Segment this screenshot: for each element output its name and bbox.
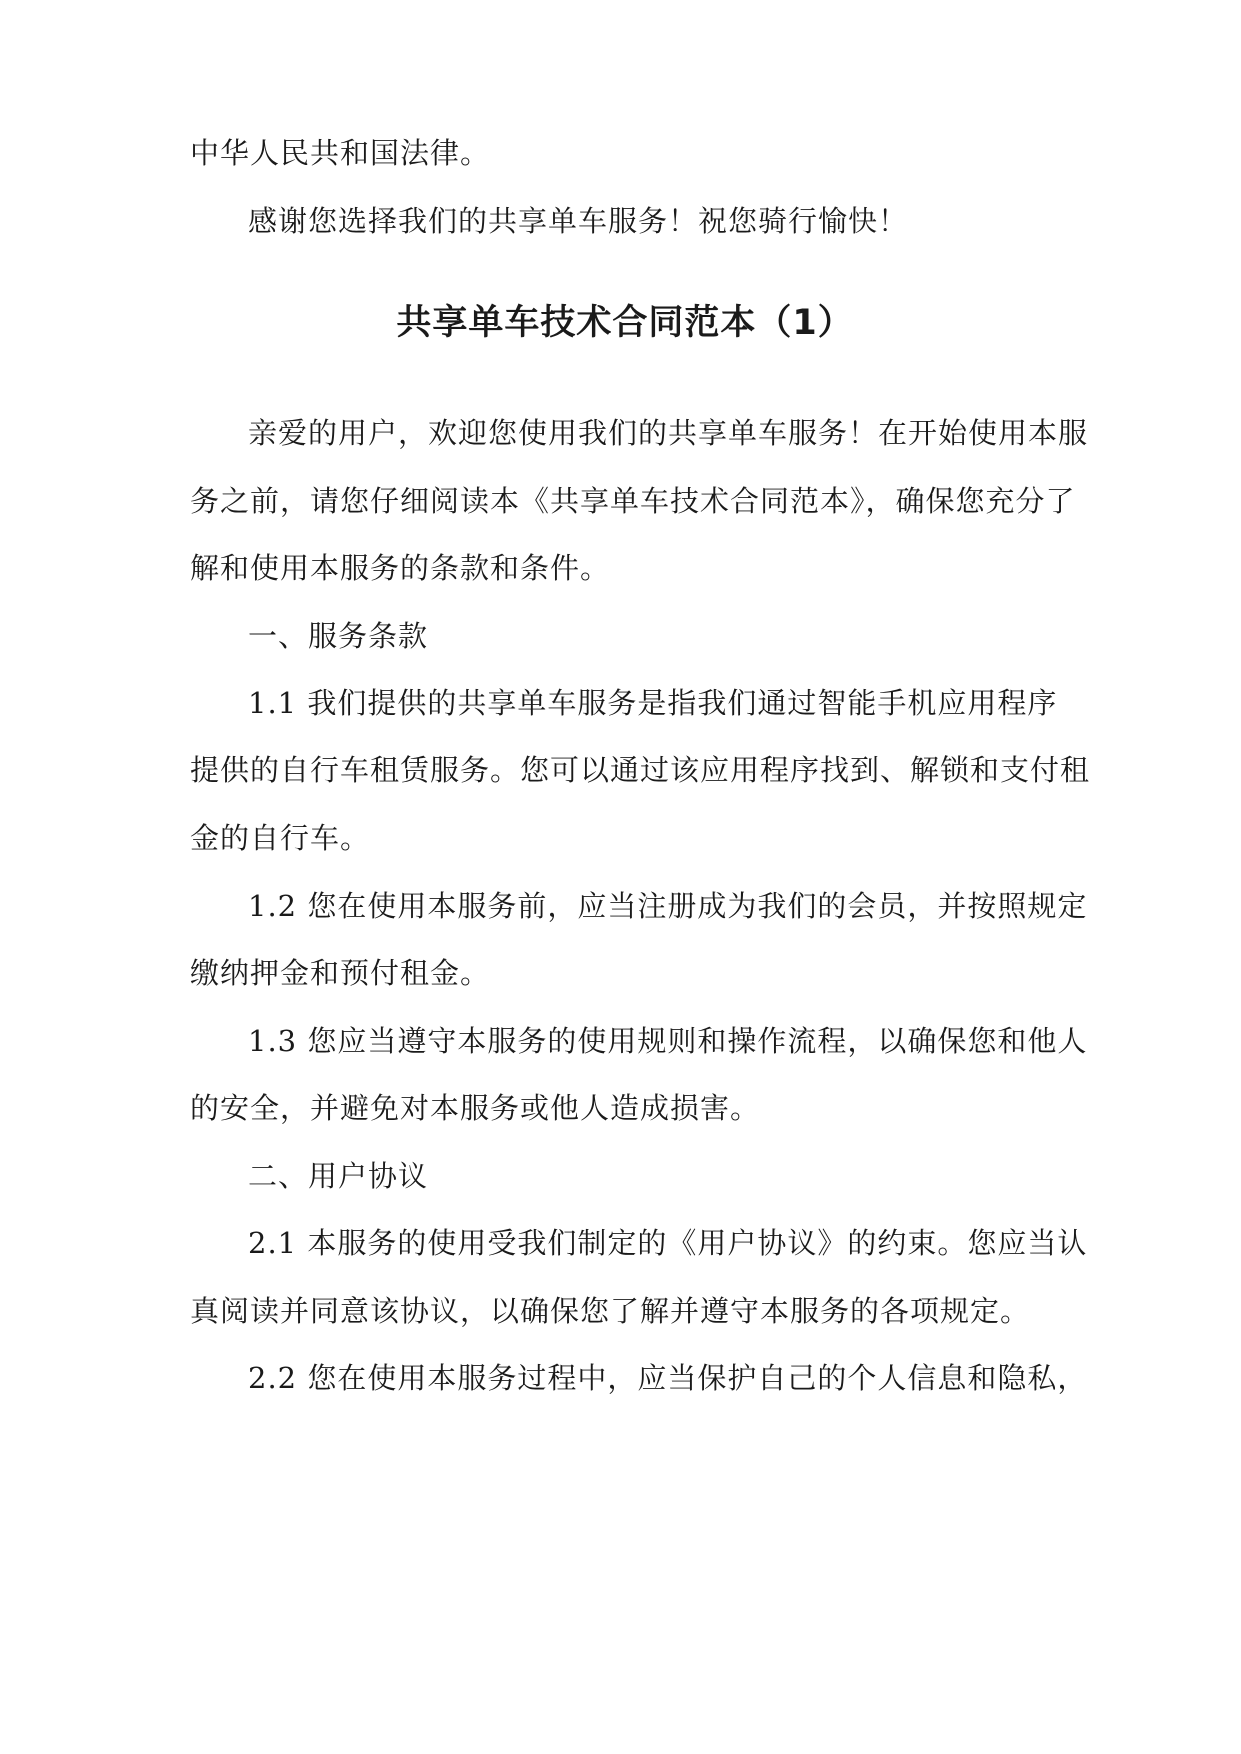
clause-1-2-line-1: 1.2 您在使用本服务前，应当注册成为我们的会员，并按照规定 — [248, 889, 1088, 923]
section-1-heading: 一、服务条款 — [248, 619, 429, 653]
intro-line-2: 务之前，请您仔细阅读本《共享单车技术合同范本》，确保您充分了 — [190, 484, 1076, 518]
intro-line-3: 解和使用本服务的条款和条件。 — [190, 551, 611, 585]
clause-2-2-line-1: 2.2 您在使用本服务过程中，应当保护自己的个人信息和隐私， — [248, 1361, 1088, 1395]
clause-2-1-line-1: 2.1 本服务的使用受我们制定的《用户协议》的约束。您应当认 — [248, 1226, 1088, 1260]
section-2-heading: 二、用户协议 — [248, 1159, 429, 1193]
clause-1-3-line-2: 的安全，并避免对本服务或他人造成损害。 — [190, 1091, 761, 1125]
thanks-paragraph: 感谢您选择我们的共享单车服务！祝您骑行愉快！ — [248, 204, 909, 238]
continuation-line: 中华人民共和国法律。 — [190, 136, 491, 170]
clause-1-2-line-2: 缴纳押金和预付租金。 — [190, 956, 491, 990]
clause-1-3-line-1: 1.3 您应当遵守本服务的使用规则和操作流程，以确保您和他人 — [248, 1024, 1088, 1058]
clause-2-1-line-2: 真阅读并同意该协议，以确保您了解并遵守本服务的各项规定。 — [190, 1294, 1031, 1328]
clause-1-1-line-3: 金的自行车。 — [190, 821, 371, 855]
clause-1-1-line-1: 1.1 我们提供的共享单车服务是指我们通过智能手机应用程序 — [248, 686, 1058, 720]
clause-1-1-line-2: 提供的自行车租赁服务。您可以通过该应用程序找到、解锁和支付租 — [190, 753, 1091, 787]
document-title: 共享单车技术合同范本（1） — [396, 303, 854, 343]
intro-line-1: 亲爱的用户，欢迎您使用我们的共享单车服务！在开始使用本服 — [248, 416, 1089, 450]
